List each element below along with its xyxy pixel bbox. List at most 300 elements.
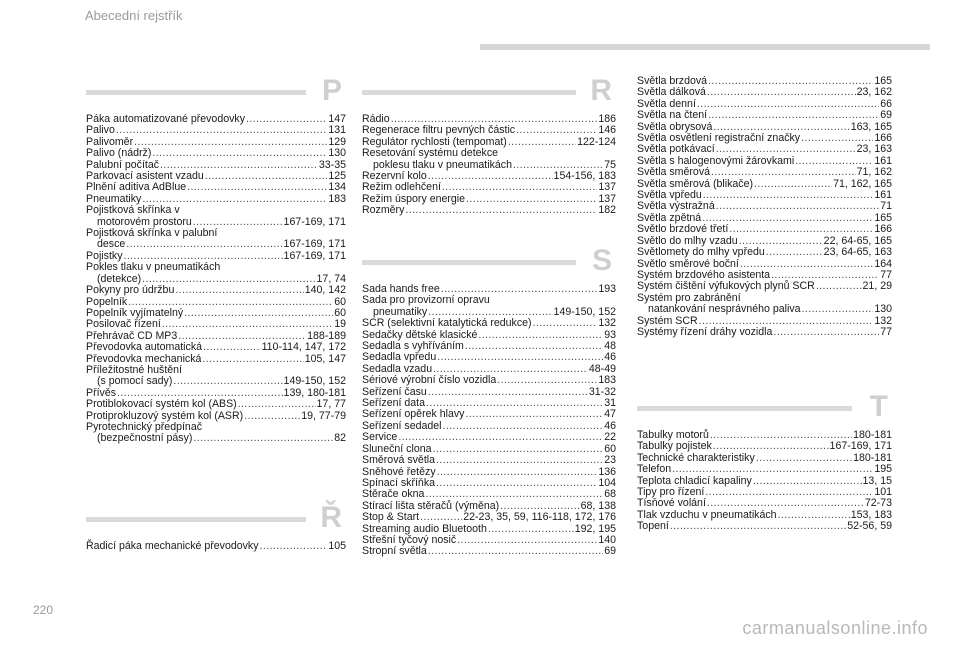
index-entry <box>637 224 892 235</box>
leader-dots <box>152 148 327 159</box>
entry-label: Střešní tyčový nosič <box>362 533 457 546</box>
entry-page-refs[interactable]: 93 <box>604 328 616 341</box>
entry-label: Světla potkávací <box>637 143 715 156</box>
entry-label: Pojistková skřínka v <box>86 204 180 217</box>
entry-page-refs[interactable]: 167-169, 171 <box>283 238 346 251</box>
entry-page-refs[interactable]: 132 <box>598 317 616 330</box>
leader-dots <box>428 171 553 182</box>
leader-dots <box>465 341 603 352</box>
entry-label: Palivoměr <box>86 135 134 148</box>
entry-page-refs[interactable]: 13, 15 <box>862 474 892 487</box>
entry-page-refs[interactable]: 132 <box>874 314 892 327</box>
entry-label: SCR (selektivní katalytická redukce) <box>362 317 532 330</box>
leader-dots <box>436 455 603 466</box>
index-entry <box>86 319 346 330</box>
entry-page-refs[interactable]: 77 <box>880 268 892 281</box>
entry-label: Převodovka mechanická <box>86 352 202 365</box>
entry-label: Regulátor rychlosti (tempomat) <box>362 135 507 148</box>
entry-page-refs[interactable]: 105 <box>328 540 346 552</box>
index-entry <box>86 433 346 444</box>
leader-dots <box>802 304 874 315</box>
entry-page-refs[interactable]: 48 <box>604 340 616 353</box>
entry-page-refs[interactable]: 180-181 <box>853 429 892 441</box>
entry-page-refs[interactable]: 46 <box>604 351 616 364</box>
leader-dots <box>398 432 603 443</box>
leader-dots <box>184 308 333 319</box>
entry-label: (detekce) <box>97 272 142 285</box>
leader-dots <box>716 201 879 212</box>
entry-page-refs[interactable]: 167-169, 171 <box>283 215 346 228</box>
leader-dots <box>708 110 879 121</box>
entry-page-refs[interactable]: 146 <box>598 124 616 137</box>
entry-page-refs[interactable]: 129 <box>328 135 346 148</box>
index-section-s <box>362 244 616 558</box>
leader-dots <box>175 285 303 296</box>
entry-page-refs[interactable]: 137 <box>598 181 616 194</box>
leader-dots <box>478 330 603 341</box>
entry-label: Řadicí páka mechanické převodovky <box>86 540 259 552</box>
section-header <box>362 244 616 284</box>
entry-label: Tísňové volání <box>637 497 706 510</box>
entry-label: Tabulky pojistek <box>637 440 712 453</box>
entry-label: Stěrače okna <box>362 488 425 501</box>
index-entry-list <box>362 284 616 558</box>
section-divider <box>86 517 306 522</box>
leader-dots <box>457 535 597 546</box>
entry-page-refs[interactable]: 60 <box>334 306 346 319</box>
index-entry <box>362 318 616 329</box>
index-entry-list <box>86 114 346 445</box>
entry-page-refs[interactable]: 153, 183 <box>850 508 892 521</box>
entry-label: Světla obrysová <box>637 120 713 133</box>
entry-label: (bezpečnostní pásy) <box>97 432 193 445</box>
entry-label: Sluneční clona <box>362 442 432 455</box>
index-entry <box>362 375 616 386</box>
leader-dots <box>729 224 873 235</box>
entry-label: Resetování systému detekce <box>362 147 499 160</box>
leader-dots <box>162 319 333 330</box>
entry-label: Stírací lišta stěračů (výměna) <box>362 499 500 512</box>
index-entry <box>637 521 892 532</box>
leader-dots <box>420 512 462 523</box>
leader-dots <box>773 327 879 338</box>
entry-page-refs[interactable]: 68 <box>604 488 616 501</box>
entry-page-refs[interactable]: 110-114, 147, 172 <box>261 341 346 354</box>
leader-dots <box>437 467 598 478</box>
leader-dots <box>173 376 282 387</box>
entry-page-refs[interactable]: 19 <box>334 318 346 331</box>
entry-label: Světla brzdová <box>637 75 708 87</box>
entry-page-refs[interactable]: 22 <box>604 431 616 444</box>
entry-label: Palivo <box>86 124 115 137</box>
leader-dots <box>705 487 873 498</box>
entry-label: Plnění aditiva AdBlue <box>86 181 187 194</box>
entry-label: Světlomety do mlhy vpředu <box>637 246 765 259</box>
entry-page-refs[interactable]: 31 <box>604 397 616 410</box>
entry-page-refs[interactable]: 33-35 <box>318 158 346 171</box>
page-number: 220 <box>33 603 54 617</box>
entry-label: Telefon <box>637 463 672 476</box>
entry-label: Sériové výrobní číslo vozidla <box>362 374 497 387</box>
entry-label: Sedadla vzadu <box>362 362 433 375</box>
entry-label: Světla dálková <box>637 86 706 99</box>
index-entry <box>637 453 892 464</box>
section-letter: S <box>591 244 612 277</box>
entry-page-refs[interactable]: 68, 138 <box>580 499 616 512</box>
section-header <box>86 501 346 541</box>
entry-page-refs[interactable]: 139, 180-181 <box>283 386 346 399</box>
index-entry <box>637 464 892 475</box>
entry-label: Pyrotechnický předpínač <box>86 420 203 433</box>
index-entry <box>86 148 346 159</box>
entry-label: Sněhové řetězy <box>362 465 436 478</box>
entry-page-refs[interactable]: 137 <box>598 192 616 205</box>
index-entry <box>637 327 892 338</box>
index-entry <box>637 304 892 315</box>
entry-label: Rádio <box>362 113 390 125</box>
leader-dots <box>708 76 873 87</box>
entry-label: Sedadla s vyhříváním <box>362 340 464 353</box>
section-divider <box>637 406 852 411</box>
section-header <box>362 74 616 114</box>
entry-label: Světla denní <box>637 97 696 110</box>
section-divider <box>86 90 306 95</box>
entry-label: Systém brzdového asistenta <box>637 268 771 281</box>
entry-label: Směrová světla <box>362 454 436 467</box>
index-section-p <box>86 74 346 445</box>
entry-page-refs[interactable]: 186 <box>598 113 616 125</box>
leader-dots <box>697 99 879 110</box>
leader-dots <box>202 354 303 365</box>
entry-label: Popelník vyjímatelný <box>86 306 184 319</box>
entry-page-refs[interactable]: 52-56, 59 <box>847 520 892 533</box>
entry-page-refs[interactable]: 193 <box>598 283 616 295</box>
section-letter: P <box>321 74 342 107</box>
leader-dots <box>238 399 316 410</box>
header-bar <box>480 44 930 50</box>
leader-dots <box>508 137 576 148</box>
entry-label: Systém pro zabránění <box>637 291 741 304</box>
entry-page-refs[interactable]: 183 <box>598 374 616 387</box>
entry-page-refs[interactable]: 101 <box>874 486 892 499</box>
entry-page-refs[interactable]: 77 <box>880 325 892 338</box>
entry-label: Palubní počítač <box>86 158 160 171</box>
index-entry <box>362 148 616 159</box>
entry-label: Převodovka automatická <box>86 341 203 354</box>
index-entry-list <box>637 76 892 338</box>
entry-page-refs[interactable]: 165 <box>874 75 892 87</box>
entry-page-refs[interactable]: 180-181 <box>853 451 892 464</box>
entry-label: Service <box>362 431 398 444</box>
entry-page-refs[interactable]: 188-189 <box>307 329 346 342</box>
section-letter: Ř <box>320 501 342 534</box>
entry-label: Sada hands free <box>362 283 440 295</box>
entry-page-refs[interactable]: 182 <box>598 204 616 217</box>
entry-page-refs[interactable]: 23, 163 <box>856 143 892 156</box>
entry-page-refs[interactable]: 82 <box>334 432 346 445</box>
index-entry <box>86 399 346 410</box>
index-entry-list <box>362 114 616 217</box>
entry-page-refs[interactable]: 22-23, 35, 59, 116-118, 172, 176 <box>463 511 616 524</box>
entry-label: Teplota chladicí kapaliny <box>637 474 752 487</box>
entry-label: Palivo (nádrž) <box>86 147 152 160</box>
leader-dots <box>497 375 597 386</box>
entry-page-refs[interactable]: 71, 162, 165 <box>833 177 892 190</box>
entry-label: Světla s halogenovými žárovkami <box>637 154 795 167</box>
entry-label: motorovém prostoru <box>97 215 192 228</box>
entry-page-refs[interactable]: 166 <box>874 132 892 145</box>
index-section-t <box>637 390 892 533</box>
index-entry <box>637 247 892 258</box>
section-divider <box>362 260 576 265</box>
leader-dots <box>754 179 832 190</box>
leader-dots <box>244 411 300 422</box>
entry-label: Streaming audio Bluetooth <box>362 522 487 535</box>
entry-label: Světla výstražná <box>637 200 715 213</box>
entry-label: Světla osvětlení registrační značky <box>637 132 801 145</box>
entry-page-refs[interactable]: 167-169, 171 <box>829 440 892 453</box>
entry-page-refs[interactable]: 22, 64-65, 165 <box>823 234 892 247</box>
leader-dots <box>778 510 850 521</box>
index-entry <box>362 421 616 432</box>
entry-page-refs[interactable]: 140 <box>598 533 616 546</box>
entry-label: Přehrávač CD MP3 <box>86 329 178 342</box>
entry-page-refs[interactable]: 122-124 <box>577 135 616 148</box>
leader-dots <box>134 137 327 148</box>
leader-dots <box>428 546 603 557</box>
leader-dots <box>766 247 823 258</box>
entry-label: Rezervní kolo <box>362 170 427 183</box>
leader-dots <box>533 318 598 329</box>
section-letter: T <box>869 390 888 423</box>
leader-dots <box>466 194 597 205</box>
entry-page-refs[interactable]: 46 <box>604 419 616 432</box>
entry-label: Světlo směrové boční <box>637 257 739 270</box>
entry-page-refs[interactable]: 72-73 <box>864 497 892 510</box>
leader-dots <box>711 167 856 178</box>
entry-label: Parkovací asistent vzadu <box>86 170 204 183</box>
entry-label: Tipy pro řízení <box>637 486 705 499</box>
entry-label: Přívěs <box>86 386 117 399</box>
entry-page-refs[interactable]: 47 <box>604 408 616 421</box>
index-entry <box>637 167 892 178</box>
index-entry <box>86 342 346 353</box>
index-section-r <box>362 74 616 217</box>
entry-page-refs[interactable]: 66 <box>880 97 892 110</box>
leader-dots <box>193 433 333 444</box>
leader-dots <box>465 409 603 420</box>
section-divider <box>362 90 576 95</box>
entry-label: Regenerace filtru pevných částic <box>362 124 516 137</box>
entry-page-refs[interactable]: 71, 162 <box>856 166 892 179</box>
leader-dots <box>425 489 603 500</box>
entry-page-refs[interactable]: 19, 77-79 <box>301 409 346 422</box>
entry-page-refs[interactable]: 105, 147 <box>304 352 346 365</box>
entry-label: Sedadla vpředu <box>362 351 437 364</box>
leader-dots <box>436 478 597 489</box>
page-header-title: Abecední rejstřík <box>85 8 183 23</box>
entry-page-refs[interactable]: 195 <box>874 463 892 476</box>
entry-label: Popelník <box>86 295 128 308</box>
entry-label: Stop & Start <box>362 511 420 524</box>
entry-page-refs[interactable]: 23, 64-65, 163 <box>823 246 892 259</box>
leader-dots <box>187 182 327 193</box>
entry-page-refs[interactable]: 130 <box>328 147 346 160</box>
entry-page-refs[interactable]: 166 <box>874 223 892 236</box>
entry-label: Sada pro provizorní opravu <box>362 294 490 307</box>
entry-label: Páka automatizované převodovky <box>86 113 245 125</box>
entry-label: Protiblokovací systém kol (ABS) <box>86 398 237 411</box>
entry-page-refs[interactable]: 161 <box>874 189 892 202</box>
entry-page-refs[interactable]: 192, 195 <box>574 522 616 535</box>
entry-label: Pojistky <box>86 249 123 262</box>
entry-page-refs[interactable]: 131 <box>328 124 346 137</box>
entry-page-refs[interactable]: 69 <box>604 545 616 558</box>
entry-label: Spínací skříňka <box>362 476 436 489</box>
entry-page-refs[interactable]: 161 <box>874 154 892 167</box>
entry-label: Světla směrová <box>637 166 711 179</box>
entry-label: Seřízení opěrek hlavy <box>362 408 465 421</box>
leader-dots <box>205 171 328 182</box>
entry-label: desce <box>97 238 126 251</box>
entry-page-refs[interactable]: 167-169, 171 <box>283 249 346 262</box>
leader-dots <box>442 182 597 193</box>
entry-label: Systém čištění výfukových plynů SCR <box>637 280 815 293</box>
entry-label: Rozměry <box>362 204 405 217</box>
entry-page-refs[interactable]: 154-156, 183 <box>553 170 616 183</box>
leader-dots <box>428 387 588 398</box>
index-entry <box>362 432 616 443</box>
entry-page-refs[interactable]: 69 <box>880 109 892 122</box>
entry-page-refs[interactable]: 17, 77 <box>316 398 346 411</box>
leader-dots <box>116 125 327 136</box>
index-entry <box>362 512 616 523</box>
index-section-s-continued <box>637 76 892 338</box>
entry-page-refs[interactable]: 17, 74 <box>316 272 346 285</box>
entry-label: Posilovač řízení <box>86 318 161 331</box>
leader-dots <box>433 444 604 455</box>
entry-label: Protiprokluzový systém kol (ASR) <box>86 409 244 422</box>
index-entry <box>637 110 892 121</box>
index-entry <box>362 455 616 466</box>
index-entry <box>86 541 346 552</box>
entry-page-refs[interactable]: 60 <box>604 442 616 455</box>
entry-page-refs[interactable]: 23 <box>604 454 616 467</box>
index-entry <box>637 281 892 292</box>
entry-page-refs[interactable]: 134 <box>328 181 346 194</box>
entry-label: Sedačky dětské klasické <box>362 328 478 341</box>
entry-label: Seřízení data <box>362 397 426 410</box>
index-entry <box>86 262 346 273</box>
entry-page-refs[interactable]: 125 <box>328 170 346 183</box>
entry-page-refs[interactable]: 31-32 <box>588 385 616 398</box>
entry-label: Pojistková skřínka v palubní <box>86 227 218 240</box>
leader-dots <box>203 342 261 353</box>
entry-page-refs[interactable]: 149-150, 152 <box>283 375 346 388</box>
entry-label: Topení <box>637 520 669 533</box>
index-entry <box>86 114 346 125</box>
entry-label: Světla vpředu <box>637 189 702 202</box>
entry-label: Seřízení času <box>362 385 427 398</box>
leader-dots <box>756 453 852 464</box>
leader-dots <box>816 281 862 292</box>
leader-dots <box>246 114 327 125</box>
entry-page-refs[interactable]: 164 <box>874 257 892 270</box>
section-header <box>637 390 892 430</box>
entry-page-refs[interactable]: 130 <box>874 303 892 316</box>
entry-page-refs[interactable]: 71 <box>880 200 892 213</box>
leader-dots <box>437 352 603 363</box>
section-header <box>86 74 346 114</box>
entry-label: Světla zpětná <box>637 211 702 224</box>
entry-label: Systém SCR <box>637 314 698 327</box>
entry-label: Stropní světla <box>362 545 427 558</box>
entry-page-refs[interactable]: 140, 142 <box>304 284 346 297</box>
section-letter: R <box>590 74 612 107</box>
entry-page-refs[interactable]: 147 <box>328 113 346 125</box>
entry-page-refs[interactable]: 149-150, 152 <box>553 305 616 318</box>
entry-page-refs[interactable]: 23, 162 <box>856 86 892 99</box>
leader-dots <box>260 541 328 552</box>
leader-dots <box>126 239 282 250</box>
entry-label: Tabulky motorů <box>637 429 709 441</box>
leader-dots <box>488 524 574 535</box>
entry-label: Pokyny pro údržbu <box>86 284 175 297</box>
leader-dots <box>703 190 874 201</box>
entry-page-refs[interactable]: 163, 165 <box>850 120 892 133</box>
leader-dots <box>443 421 604 432</box>
index-entry <box>362 546 616 557</box>
entry-label: Technické charakteristiky <box>637 451 755 464</box>
entry-page-refs[interactable]: 165 <box>874 211 892 224</box>
entry-label: Světla směrová (blikače) <box>637 177 753 190</box>
leader-dots <box>672 464 873 475</box>
entry-label: Příležitostné huštění <box>86 363 182 376</box>
entry-label: natankování nesprávného paliva <box>648 303 801 316</box>
entry-page-refs[interactable]: 60 <box>334 295 346 308</box>
entry-label: pneumatiky <box>373 305 428 318</box>
entry-label: Režim odlehčení <box>362 181 441 194</box>
entry-label: Světla na čtení <box>637 109 708 122</box>
entry-label: Systémy řízení dráhy vozidla <box>637 325 773 338</box>
index-entry <box>362 205 616 216</box>
entry-label: poklesu tlaku v pneumatikách <box>373 158 512 171</box>
leader-dots <box>670 521 846 532</box>
index-entry-list <box>637 430 892 533</box>
entry-page-refs[interactable]: 104 <box>598 476 616 489</box>
index-entry <box>86 205 346 216</box>
entry-label: Pneumatiky <box>86 192 142 205</box>
index-entry-list <box>86 541 346 552</box>
index-entry <box>86 285 346 296</box>
index-section-r-caron <box>86 501 346 552</box>
entry-label: Světlo brzdové třetí <box>637 223 729 236</box>
leader-dots <box>753 476 862 487</box>
entry-label: (s pomocí sady) <box>97 375 173 388</box>
watermark: carmanualsonline.info <box>742 618 928 638</box>
entry-page-refs[interactable]: 75 <box>604 158 616 171</box>
leader-dots <box>707 87 856 98</box>
index-entry <box>362 489 616 500</box>
entry-label: Seřízení sedadel <box>362 419 442 432</box>
entry-label: Režim úspory energie <box>362 192 466 205</box>
entry-page-refs[interactable]: 136 <box>598 465 616 478</box>
entry-label: Světlo do mlhy vzadu <box>637 234 738 247</box>
entry-page-refs[interactable]: 48-49 <box>588 362 616 375</box>
entry-label: Pokles tlaku v pneumatikách <box>86 261 221 274</box>
entry-page-refs[interactable]: 21, 29 <box>862 280 892 293</box>
entry-page-refs[interactable]: 183 <box>328 192 346 205</box>
